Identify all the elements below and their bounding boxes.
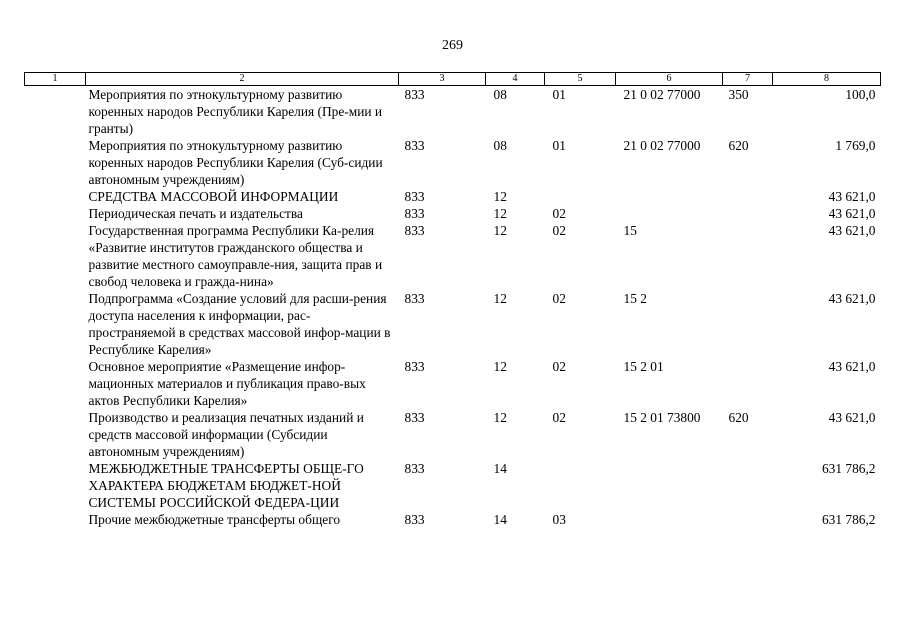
amount: 100,0 bbox=[845, 87, 876, 102]
row-number-cell bbox=[25, 511, 86, 528]
subsection-code: 02 bbox=[552, 223, 566, 238]
item-name: Производство и реализация печатных изданий и средств массовой информации (Субсидии автономным учреждениям) bbox=[88, 410, 364, 459]
section-code: 12 bbox=[493, 410, 507, 425]
amount: 43 621,0 bbox=[828, 410, 876, 425]
target-article-code bbox=[616, 188, 723, 205]
subsection-code: 02 bbox=[552, 291, 566, 306]
admin-code: 833 bbox=[404, 189, 425, 204]
subsection-code: 01 bbox=[552, 138, 566, 153]
section-code: 12 bbox=[493, 206, 507, 221]
section-code: 12 bbox=[493, 291, 507, 306]
row-number-cell bbox=[25, 205, 86, 222]
row-number-cell bbox=[25, 86, 86, 138]
admin-code: 833 bbox=[404, 206, 425, 221]
table-row bbox=[25, 86, 881, 138]
amount: 1 769,0 bbox=[835, 138, 876, 153]
item-name: Прочие межбюджетные трансферты общего bbox=[88, 512, 341, 527]
page-number: 269 bbox=[442, 38, 463, 53]
expense-type-code bbox=[723, 205, 773, 222]
target-article-code: 21 0 02 77000 bbox=[623, 138, 701, 153]
amount: 43 621,0 bbox=[828, 359, 876, 374]
subsection-code: 01 bbox=[552, 87, 566, 102]
column-number: 4 bbox=[486, 73, 545, 86]
target-article-code: 15 2 bbox=[623, 291, 647, 306]
column-number: 8 bbox=[773, 73, 881, 86]
target-article-code bbox=[616, 205, 723, 222]
subsection-code: 02 bbox=[552, 410, 566, 425]
amount: 631 786,2 bbox=[821, 461, 876, 476]
section-code: 12 bbox=[493, 359, 507, 374]
table-row bbox=[25, 222, 881, 290]
section-code: 12 bbox=[493, 189, 507, 204]
table-row bbox=[25, 290, 881, 358]
amount: 43 621,0 bbox=[828, 206, 876, 221]
section-code: 14 bbox=[493, 461, 507, 476]
amount: 43 621,0 bbox=[828, 189, 876, 204]
admin-code: 833 bbox=[404, 223, 425, 238]
subsection-code bbox=[545, 188, 616, 205]
admin-code: 833 bbox=[404, 87, 425, 102]
subsection-code: 02 bbox=[552, 359, 566, 374]
table-row bbox=[25, 188, 881, 205]
budget-table bbox=[24, 72, 881, 528]
table-row bbox=[25, 511, 881, 528]
subsection-code: 03 bbox=[552, 512, 566, 527]
column-number-row bbox=[25, 73, 881, 86]
admin-code: 833 bbox=[404, 410, 425, 425]
item-name: Мероприятия по этнокультурному развитию коренных народов Республики Карелия (Пре-мии и гранты) bbox=[88, 87, 383, 136]
table-row bbox=[25, 205, 881, 222]
section-code: 12 bbox=[493, 223, 507, 238]
target-article-code bbox=[616, 460, 723, 511]
subsection-code bbox=[545, 460, 616, 511]
expense-type-code bbox=[723, 188, 773, 205]
target-article-code: 15 2 01 73800 bbox=[623, 410, 701, 425]
column-number: 1 bbox=[25, 73, 86, 86]
expense-type-code bbox=[723, 460, 773, 511]
admin-code: 833 bbox=[404, 461, 425, 476]
column-number: 5 bbox=[545, 73, 616, 86]
table-row bbox=[25, 137, 881, 188]
amount: 631 786,2 bbox=[821, 512, 876, 527]
expense-type-code: 620 bbox=[728, 138, 749, 153]
subsection-code: 02 bbox=[552, 206, 566, 221]
table-row bbox=[25, 358, 881, 409]
amount: 43 621,0 bbox=[828, 291, 876, 306]
amount: 43 621,0 bbox=[828, 223, 876, 238]
admin-code: 833 bbox=[404, 138, 425, 153]
row-number-cell bbox=[25, 409, 86, 460]
expense-type-code bbox=[723, 358, 773, 409]
admin-code: 833 bbox=[404, 512, 425, 527]
item-name: МЕЖБЮДЖЕТНЫЕ ТРАНСФЕРТЫ ОБЩЕ-ГО ХАРАКТЕРА БЮДЖЕТАМ БЮДЖЕТ-НОЙ СИСТЕМЫ РОССИЙСКОЙ ФЕДЕРА-ЦИИ bbox=[88, 461, 364, 510]
row-number-cell bbox=[25, 188, 86, 205]
expense-type-code: 620 bbox=[728, 410, 749, 425]
row-number-cell bbox=[25, 137, 86, 188]
section-code: 08 bbox=[493, 138, 507, 153]
target-article-code: 21 0 02 77000 bbox=[623, 87, 701, 102]
section-code: 14 bbox=[493, 512, 507, 527]
item-name: СРЕДСТВА МАССОВОЙ ИНФОРМАЦИИ bbox=[88, 189, 339, 204]
expense-type-code bbox=[723, 511, 773, 528]
table-row bbox=[25, 460, 881, 511]
column-number: 6 bbox=[616, 73, 723, 86]
item-name: Государственная программа Республики Ка-релия «Развитие институтов гражданского общества и развитие местного самоуправле-ния, защита прав и свобод человека и гражда-нина» bbox=[88, 223, 383, 289]
row-number-cell bbox=[25, 290, 86, 358]
expense-type-code bbox=[723, 222, 773, 290]
item-name: Периодическая печать и издательства bbox=[88, 206, 303, 221]
column-number: 3 bbox=[399, 73, 486, 86]
item-name: Мероприятия по этнокультурному развитию коренных народов Республики Карелия (Суб-сидии автономным учреждениям) bbox=[88, 138, 383, 187]
row-number-cell bbox=[25, 358, 86, 409]
target-article-code: 15 bbox=[623, 223, 637, 238]
column-number: 2 bbox=[86, 73, 399, 86]
admin-code: 833 bbox=[404, 359, 425, 374]
item-name: Основное мероприятие «Размещение инфор-мационных материалов и публикация право-вых актов Республики Карелия» bbox=[88, 359, 366, 408]
expense-type-code: 350 bbox=[728, 87, 749, 102]
item-name: Подпрограмма «Создание условий для расши-рения доступа населения к информации, рас-пространяемой в средствах массовой инфор-мации в Республике Карелия» bbox=[88, 291, 391, 357]
target-article-code bbox=[616, 511, 723, 528]
admin-code: 833 bbox=[404, 291, 425, 306]
table-row bbox=[25, 409, 881, 460]
expense-type-code bbox=[723, 290, 773, 358]
row-number-cell bbox=[25, 460, 86, 511]
row-number-cell bbox=[25, 222, 86, 290]
section-code: 08 bbox=[493, 87, 507, 102]
target-article-code: 15 2 01 bbox=[623, 359, 664, 374]
column-number: 7 bbox=[723, 73, 773, 86]
